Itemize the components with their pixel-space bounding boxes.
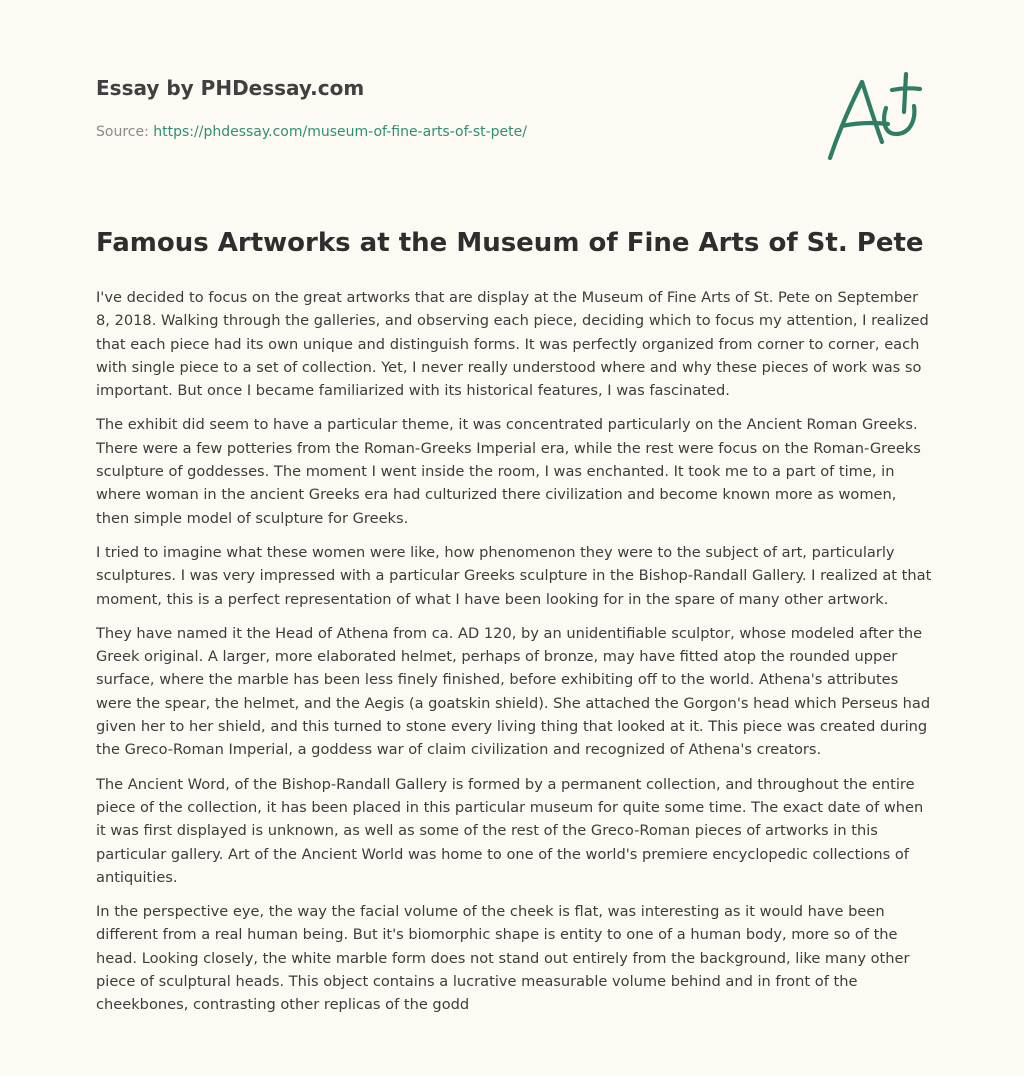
essay-paragraph: I've decided to focus on the great artworks that are display at the Museum of Fine Arts of St. Pete on September 8, 2018. Walking through the galleries, and observing each piece, deciding which to focus my attention, I realized that each piece had its own unique and distinguish forms. It was perfectly organized from corner to corner, each with single piece to a set of collection. Yet, I never really understood where and why these pieces of work was so important. But once I became familiarized with its historical features, I was fascinated. [96, 289, 929, 400]
essay-title: Famous Artworks at the Museum of Fine Arts of St. Pete [96, 228, 924, 258]
essay-paragraph: They have named it the Head of Athena from ca. AD 120, by an unidentifiable sculptor, whose modeled after the Greek original. A larger, more elaborated helmet, perhaps of bronze, may have fitted atop the rounded upper surface, where the marble has been less finely finished, before exhibiting off to the world. Athena's attributes were the spear, the helmet, and the Aegis (a goatskin shield). She attached the Gorgon's head which Perseus had given her to her shield, and this turned to stone every living thing that looked at it. This piece was created during the Greco-Roman Imperial, a goddess war of claim civilization and recognized of Athena's creators. [96, 624, 931, 759]
source-link[interactable]: https://phdessay.com/museum-of-fine-arts-of-st-pete/ [153, 124, 527, 140]
a-plus-logo-icon [824, 68, 924, 164]
source-label: Source: [96, 124, 154, 140]
source-line [96, 124, 527, 140]
essay-paragraph: In the perspective eye, the way the facial volume of the cheek is flat, was interesting as it would have been different from a real human being. But it's biomorphic shape is entity to one of a human body, more so of the head. Looking closely, the white marble form does not stand out entirely from the background, like many other piece of sculptural heads. This object contains a lucrative measurable volume behind and in front of the cheekbones, contrasting other replicas of the godd [96, 903, 910, 1014]
essay-paragraph: The Ancient Word, of the Bishop-Randall Gallery is formed by a permanent collection, and throughout the entire piece of the collection, it has been placed in this particular museum for quite some time. The exact date of when it was first displayed is unknown, as well as some of the rest of the Greco-Roman pieces of artworks in this particular gallery. Art of the Ancient World was home to one of the world's premiere encyclopedic collections of antiquities. [96, 775, 924, 886]
essay-paragraph: I tried to imagine what these women were like, how phenomenon they were to the subject of art, particularly sculptures. I was very impressed with a particular Greeks sculpture in the Bishop-Randall Gallery. I realized at that moment, this is a perfect representation of what I have been looking for in the spare of many other artwork. [96, 543, 932, 608]
essay-body [96, 286, 932, 1028]
essay-paragraph: The exhibit did seem to have a particular theme, it was concentrated particularly on the Ancient Roman Greeks. There were a few potteries from the Roman-Greeks Imperial era, while the rest were focus on the Roman-Greeks sculpture of goddesses. The moment I went inside the room, I was enchanted. It took me to a part of time, in where woman in the ancient Greeks era had culturized there civilization and become known more as women, then simple model of sculpture for Greeks. [96, 416, 921, 527]
site-title: Essay by PHDessay.com [96, 76, 365, 100]
